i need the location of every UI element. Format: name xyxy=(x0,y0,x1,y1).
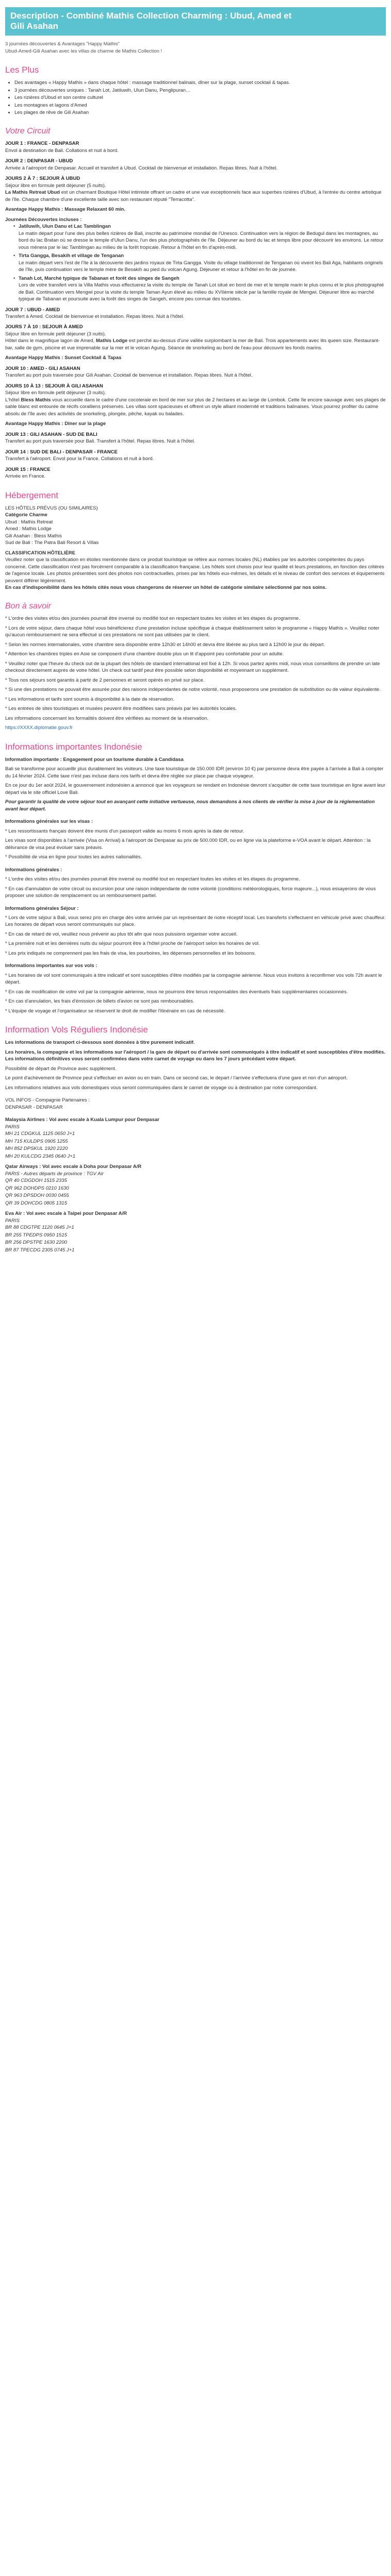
vols-title: Information Vols Réguliers Indonésie xyxy=(5,1025,148,1035)
excursion-title: • Jatiluwih, Ulun Danu et Lac Tamblingan xyxy=(19,224,111,230)
page-title-line2: Gili Asahan xyxy=(10,21,58,31)
info-heading: Informations générales sur les visas : xyxy=(5,819,93,825)
plus-title: Les Plus xyxy=(5,65,39,75)
day-text: Transfert à Amed. Cocktail de bienvenue et installation. Repas libres. Nuit à l'hôtel. xyxy=(5,313,185,319)
page xyxy=(0,7,391,1253)
happy-mathis-advantage: Avantage Happy Mathis : Dîner sur la plage xyxy=(5,421,106,427)
day-title: JOUR 13 : GILI ASAHAN - SUD DE BALI xyxy=(5,431,97,437)
flight-row: QR 962 DOHDPS 0210 1630 xyxy=(5,1185,69,1191)
info-text: * En cas d'annulation, les frais d'émission de billets d'avion ne sont pas remboursables. xyxy=(5,998,194,1005)
hotel-name: La Mathis Retreat Ubud xyxy=(5,190,60,196)
plus-item: • Les montagnes et lagons d'Amed xyxy=(14,102,386,109)
hotel-desc: L'hôtel xyxy=(5,397,21,403)
hotel-line: Sud de Bali : The Patra Bali Resort & Villas xyxy=(5,540,99,546)
bon-link[interactable]: https://XXXX.diplomatie.gouv.fr xyxy=(5,725,73,731)
vols-text: Les informations relatives aux vols domestiques vous seront communiquées dans le carnet de voyage ou à destination par notre correspondant. xyxy=(5,1084,318,1091)
flight-row: MH 20 KULCDG 2345 0640 J+1 xyxy=(5,1153,75,1159)
flight-row: BR 87 TPECDG 2305 0745 J+1 xyxy=(5,1247,75,1253)
excursion-item xyxy=(13,252,386,273)
hotel-line: Ubud : Mathis Retreat xyxy=(5,519,53,525)
plus-list xyxy=(5,79,386,116)
excursion-text: Le matin départ vers l'est de l'île à la découverte des jardins royaux de Tirta Gangga. Visite du village traditionnel de Tenganan où vivent les Bali Aga, habitants originels de l'île, puis continuation vers le temple mère de Besakih au pied du volcan Agung. Déjeuner et retour à l'hôtel en fin de journée. xyxy=(19,260,383,273)
day-text: Séjour libre en formule petit déjeuner (3 nuits). xyxy=(5,331,106,337)
bon-text: * Les entrées de sites touristiques et musées peuvent être modifiées sans préavis par les autorités locales. xyxy=(5,706,237,712)
hotels-heading: LES HÔTELS PRÉVUS (OU SIMILAIRES) xyxy=(5,505,98,511)
day-15 xyxy=(5,466,386,480)
vols-group-title: VOL INFOS - Compagnie Partenaires : xyxy=(5,1097,90,1104)
classification-title: CLASSIFICATION HÔTELIÈRE xyxy=(5,550,75,556)
day-text: Séjour libre en formule petit déjeuner (3 nuits). xyxy=(5,390,106,396)
page-title-line1: Description - Combiné Mathis Collection Charming : Ubud, Amed et xyxy=(10,11,292,21)
hotel-desc: est perché au-dessus d'une vallée surplombant la mer de Bali. Trois appartements avec lits queen size. Restaurant-bar, salle de gym, piscine et vue imprenable sur la mer et le volcan Agung. Séance de snorkeling au bord de l'eau pour découvrir les fonds marins. xyxy=(5,338,380,351)
airline-sub: PARIS xyxy=(5,1124,20,1130)
airline-sub: PARIS - Autres départs de province : TGV Air xyxy=(5,1171,104,1177)
day-1 xyxy=(5,140,386,154)
flight-row: BR 255 TPEDPS 0950 1515 xyxy=(5,1232,67,1238)
page-title-banner xyxy=(5,7,386,36)
day-2 xyxy=(5,158,386,172)
day-text xyxy=(5,189,386,203)
flight-row: QR 40 CDGDOH 1515 2335 xyxy=(5,1178,67,1184)
info-text: * La première nuit et les dernières nuits du séjour pourront être à l'hôtel proche de l'aéroport selon les horaires de vol. xyxy=(5,941,260,947)
info-heading: Informations générales Séjour : xyxy=(5,905,79,911)
bon-text: * Tous nos séjours sont garantis à partir de 2 personnes et seront opérés en privé sur place. xyxy=(5,677,205,683)
day-text xyxy=(5,337,386,351)
day-title: JOURS 10 À 13 : SEJOUR À GILI ASAHAN xyxy=(5,383,103,389)
vols-text: Possibilité de départ de Province avec supplément. xyxy=(5,1065,117,1072)
day-text: Transfert au port puis traversée pour Bali. Transfert à l'hôtel. Repas libres. Nuit à l'hôtel. xyxy=(5,438,196,445)
excursion-item xyxy=(13,223,386,251)
bon-a-savoir-title: Bon à savoir xyxy=(5,601,51,611)
day-text: Transfert au port puis traversée pour Gili Asahan. Cocktail de bienvenue et installation. Repas libres. Nuit à l'hôtel. xyxy=(5,372,253,379)
info-text: En ce jour du 1er août 2024, le gouvernement indonésien a annoncé que les voyageurs se rendant en Indonésie devront s'acquitter de cette taxe touristique en ligne avant leur départ via le site officiel Love Bali. xyxy=(5,783,385,795)
day-text xyxy=(5,397,386,417)
day-10 xyxy=(5,365,386,379)
excursion-title: • Tanah Lot, Marché typique de Tabanan et forêt des singes de Sangeh xyxy=(19,275,180,281)
intro-line1: 3 journées découvertes & Avantages "Happy Mathis" xyxy=(5,41,120,47)
day-14 xyxy=(5,449,386,463)
excursion-text: Lors de votre transfert vers la Villa Mathis vous effectuerez la visite du temple de Tanah Lot situé en bord de mer et le temple marin le plus connu et le plus photographié de Bali. Continuation vers Mengwi pour la visite du temple Taman Ayun élevé au milieu du XVIIème siècle par la famille royale de Mengwi. Déjeuner libre au marché typique de Tabanan et poursuite avec la forêt des singes de Sangeh, encore peu connue des touristes. xyxy=(19,282,384,302)
circuit-title: Votre Circuit xyxy=(5,126,51,135)
day-13 xyxy=(5,431,386,445)
hotel-name: Bless Mathis xyxy=(21,397,51,403)
info-title: Informations importantes Indonésie xyxy=(5,741,142,752)
info-text: * Lors de votre séjour à Bali, vous serez pris en charge dès votre arrivée par un représentant de notre réceptif local. Les transferts s'effectuent en véhicule privé avec chauffeur. Les horaires de départ vous seront communiqués sur place. xyxy=(5,914,386,928)
vols-text: Les horaires, la compagnie et les informations sur l'aéroport / la gare de départ ou d'arrivée sont communiqués à titre indicatif et sont susceptibles d'être modifiés. Les informations définitives vous seront confirmées dans votre carnet de voyage ou dans les 7 jours précédant votre départ. xyxy=(5,1049,385,1062)
flight-row: MH 715 KULDPS 0905 1255 xyxy=(5,1138,68,1144)
day-3 xyxy=(5,175,386,302)
hotel-category: Catégorie Charme xyxy=(5,512,47,518)
flight-row: BR 256 DPSTPE 1630 2200 xyxy=(5,1240,67,1246)
plus-item: • Des avantages « Happy Mathis » dans chaque hôtel : massage traditionnel balinais, dîner sur la plage, sunset cocktail & tapas. xyxy=(14,79,386,86)
day-11 xyxy=(5,383,386,428)
hotel-desc: est un charmant Boutique Hôtel intimiste offrant un cadre et une vue exceptionnels face aux superbes rizières d'Ubud, à l'entrée du centre artistique de l'île. Chaque chambre d'une excellente taille avec son restaurant réputé "Terracotta". xyxy=(5,190,382,202)
excursion-item xyxy=(13,275,386,303)
day-text: Envol à destination de Bali. Collations et nuit à bord. xyxy=(5,147,119,154)
classification-text: Veuillez noter que la classification en étoiles mentionnée dans ce produit touristique se réfère aux normes locales (NL) établies par les autorités compétentes du pays concerné. Cette classification n'est pas forcément comparable à la classification française. Les hôtels sont choisis pour leur qualité et leurs prestations, en fonction des critères de l'agence locale. Les photos présentées sont des photos non contractuelles, prises par les hôtels eux-mêmes, les détails et le niveau de confort des services et équipements peuvent différer légèrement. xyxy=(5,557,385,584)
day-title: JOUR 2 : DENPASAR - UBUD xyxy=(5,158,73,164)
hotel-desc: Hôtel dans le magnifique lagon de Amed, xyxy=(5,338,96,344)
bon-text: * Attention les chambres triples en Asie se composent d'une chambre double plus un lit d'appoint peu confortable pour un adulte. xyxy=(5,651,284,657)
flight-row: MH 21 CDGKUL 1125 0650 J+1 xyxy=(5,1131,75,1137)
info-text: * Possibilité de visa en ligne pour toutes les autres nationalités. xyxy=(5,854,142,860)
plus-item: • Les rizières d'Ubud et son centre culturel xyxy=(14,94,386,101)
flight-row: BR 88 CDGTPE 1120 0645 J+1 xyxy=(5,1225,74,1231)
day-title: JOUR 1 : FRANCE - DENPASAR xyxy=(5,141,79,147)
day-text: Arrivée à l'aéroport de Denpasar. Accueil et transfert à Ubud. Cocktail de bienvenue et installation. Repas libres. Nuit à l'hôtel. xyxy=(5,165,278,171)
day-text: Transfert à l'aéroport. Envol pour la France. Collations et nuit à bord. xyxy=(5,456,154,462)
day-title: JOURS 7 À 10 : SEJOUR À AMED xyxy=(5,324,83,330)
info-text: * En cas de modification de votre vol par la compagnie aérienne, nous ne pourrons être tenus responsables des éventuels frais supplémentaires occasionnés. xyxy=(5,989,348,995)
bon-text: Les informations concernant les formalités doivent être vérifiées au moment de la réservation. xyxy=(5,715,208,721)
flight-row: MH 852 DPSKUL 1920 2220 xyxy=(5,1146,68,1152)
happy-mathis-advantage: Avantage Happy Mathis : Sunset Cocktail & Tapas xyxy=(5,355,122,361)
info-text: Les visas sont disponibles à l'arrivée (Visa on Arrival) à l'aéroport de Denpasar au prix de 500.000 IDR, ou en ligne via la plateforme e-VOA avant le départ. Attention : la délivrance de visa peut évoluer sans préavis. xyxy=(5,838,371,851)
excursions-heading: Journées Découvertes incluses : xyxy=(5,216,82,223)
day-title: JOUR 7 : UBUD - AMED xyxy=(5,307,60,313)
vols-text: Les informations de transport ci-dessous sont données à titre purement indicatif. xyxy=(5,1040,195,1046)
info-text: Bali se transforme pour accueillir plus durablement les visiteurs. Une taxe touristique de 150.000 IDR (environ 10 €) par personne devra être payée à l'arrivée à Bali à compter du 14 février 2024. Cette taxe n'est pas incluse dans nos tarifs et devra être réglée sur place par chaque voyageur. xyxy=(5,766,384,779)
hotel-line: Gili Asahan : Bless Mathis xyxy=(5,533,62,539)
airline-title: Malaysia Airlines : Vol avec escale à Kuala Lumpur pour Denpasar xyxy=(5,1117,159,1123)
day-title: JOUR 10 : AMED - GILI ASAHAN xyxy=(5,365,80,371)
day-7 xyxy=(5,307,386,320)
flight-row: QR 39 DOHCDG 0805 1315 xyxy=(5,1200,67,1206)
bon-text: * L'ordre des visites et/ou des journées pourrait être inversé ou modifié tout en respectant toutes les visites et les étapes du programme. xyxy=(5,616,300,622)
info-text: * Les prix indiqués ne comprennent pas les frais de visa, les pourboires, les dépenses personnelles et les boissons. xyxy=(5,950,256,956)
day-title: JOURS 2 À 7 : SEJOUR À UBUD xyxy=(5,176,80,182)
bon-text: * Lors de votre séjour, dans chaque hôtel vous bénéficierez d'une prestation incluse spécifique à chaque établissement selon le programme « Happy Mathis ». Veuillez noter qu'aucun remboursement ne sera effectué si ces prestations ne sont pas utilisées par le client. xyxy=(5,625,380,638)
vols-group-sub: DENPASAR - DENPASAR xyxy=(5,1104,63,1110)
hotel-line: Amed : Mathis Lodge xyxy=(5,526,52,532)
hotel-name: Mathis Lodge xyxy=(95,338,128,344)
airline-sub: PARIS xyxy=(5,1217,20,1224)
day-8 xyxy=(5,324,386,361)
bon-text: * Veuillez noter que l'heure du check out de la plupart des hôtels de standard international est fixé à 12h. Si vous partez après midi, nous vous conseillons de prendre un late checkout directement auprès de votre hôtel. Un check out tardif peut être possible selon disponibilité et moyennant un supplément. xyxy=(5,660,380,674)
excursion-text: Le matin départ pour l'une des plus belles rizières de Bali, inscrite au patrimoine mondial de l'Unesco. Continuation vers la région de Bedugul dans les montagnes, au bord du lac Bratan où se dresse le temple d'Ulun Danu, l'un des plus photographiés de l'île. Déjeuner au bord du lac et temps libre pour découvrir les environs. Le retour vous mènera par le lac Tamblingan au milieu de la forêt tropicale. Retour à l'hôtel en fin d'après-midi. xyxy=(19,230,384,250)
classification-bold: En cas d'indisponibilité dans les hôtels cités nous vous changerons de réserver un hôtel de catégorie similaire sélectionné par nos soins. xyxy=(5,585,327,591)
vols-text: Le point d'achèvement de Province peut s'effectuer en avion ou en train. Dans ce second cas, le départ / l'arrivée s'effectuera d'une gare et non d'un aéroport. xyxy=(5,1075,348,1081)
info-text: * Les ressortissants français doivent être munis d'un passeport valide au moins 6 mois après la date de retour. xyxy=(5,828,245,834)
intro-line2: Ubud-Amed-Gili Asahan avec les villas de charme de Mathis Collection ! xyxy=(5,48,162,54)
hebergement-title: Hébergement xyxy=(5,490,59,500)
day-text: Séjour libre en formule petit déjeuner (5 nuits). xyxy=(5,182,106,189)
day-title: JOUR 15 : FRANCE xyxy=(5,466,51,472)
info-text: * En cas de retard de vol, veuillez nous prévenir au plus tôt afin que nous puissions organiser votre accueil. xyxy=(5,931,238,937)
bon-text: * Selon les normes internationales, votre chambre sera disponible entre 12h30 et 14h00 et devra être libérée au plus tard à 12h00 le jour du départ. xyxy=(5,641,325,648)
flight-row: QR 963 DPSDOH 0030 0455 xyxy=(5,1193,69,1199)
day-text: Arrivée en France. xyxy=(5,473,46,480)
info-text: * L'ordre des visites et/ou des journées pourrait être inversé ou modifié tout en respectant toutes les visites et les étapes du programme. xyxy=(5,876,300,883)
airline-title: Qatar Airways : Vol avec escale à Doha pour Denpasar A/R xyxy=(5,1164,142,1170)
info-text: * Les horaires de vol sont communiqués à titre indicatif et sont susceptibles d'être modifiés par la compagnie aérienne. Nous vous invitons à reconfirmer vos vols 72h avant le départ. xyxy=(5,972,382,986)
happy-mathis-advantage: Avantage Happy Mathis : Massage Relaxant 60 min. xyxy=(5,207,126,213)
excursion-title: • Tirta Gangga, Besakih et village de Tenganan xyxy=(19,253,124,259)
plus-item: • 3 journées découvertes uniques : Tanah Lot, Jatiluwih, Ulun Danu, Penglipuran… xyxy=(14,87,386,94)
day-title: JOUR 14 : SUD DE BALI - DENPASAR - FRANCE xyxy=(5,449,118,455)
info-heading: Information importante : Engagement pour un tourisme durable à Candidasa xyxy=(5,756,184,762)
excursions-list xyxy=(5,223,386,302)
bon-text: * Les informations et tarifs sont soumis à disponibilité à la date de réservation. xyxy=(5,696,174,702)
info-text: * L'équipe de voyage et l'organisateur se réservent le droit de modifier l'itinéraire en cas de nécessité. xyxy=(5,1008,225,1014)
airline-title: Eva Air : Vol avec escale à Taipei pour Denpasar A/R xyxy=(5,1211,127,1217)
bon-text: * Si une des prestations ne pouvait être assurée pour des raisons indépendantes de notre volonté, nous proposerons une prestation de substitution ou de valeur équivalente. xyxy=(5,687,381,693)
info-heading: Informations importantes sur vos vols : xyxy=(5,963,97,969)
plus-item: • Les plages de rêve de Gili Asahan xyxy=(14,109,386,116)
hotel-desc: vous accueille dans le cadre d'une cocoteraie en bord de mer sur plus de 2 hectares et au large de Lombok. Cette île encore sauvage avec ses plages de sable blanc est entourée de récifs coralliens préservés. Les villas sont spacieuses et offrent un style alliant modernité et traditions balinaises. Vous pourrez profiter du calme absolu de l'île avec des activités de snorkeling, plongée, pêche, kayak ou balades. xyxy=(5,397,386,417)
info-bold: Pour garantir la qualité de votre séjour tout en avançant cette initiative vertueuse, nous demandons à nos clients de vérifier la mise à jour de la réglementation avant leur départ. xyxy=(5,799,375,812)
info-heading: Informations générales : xyxy=(5,867,62,873)
info-text: * En cas d'annulation de votre circuit ou excursion pour une raison indépendante de notre volonté (conditions météorologiques, force majeure...), nous essayerons de vous proposer une solution de remplacement ou un remboursement partiel. xyxy=(5,886,376,899)
